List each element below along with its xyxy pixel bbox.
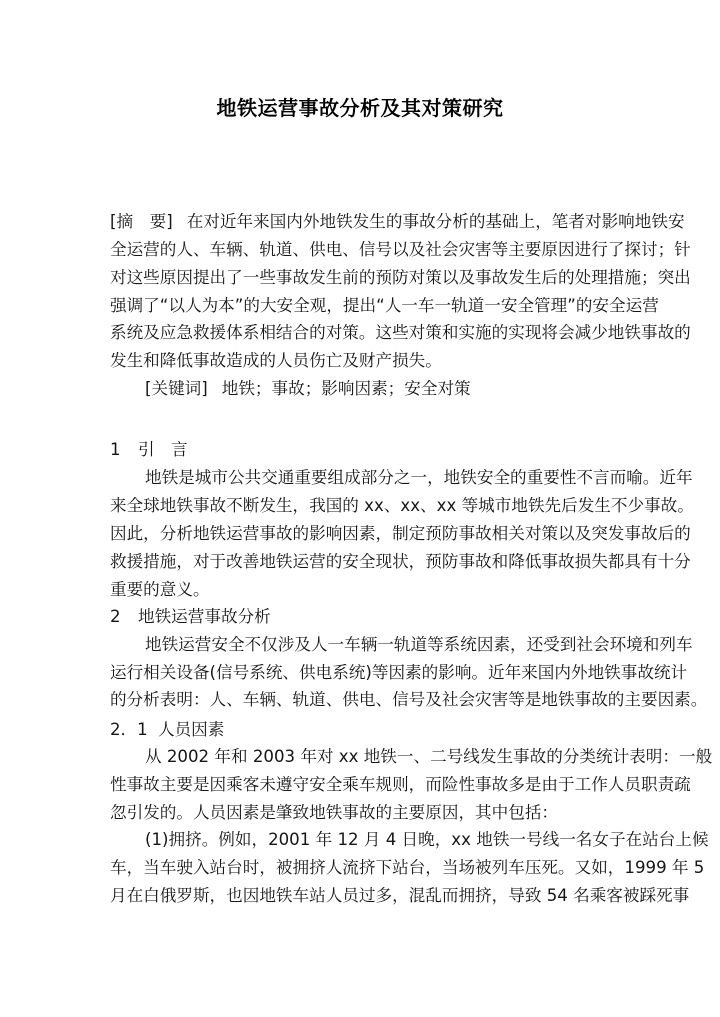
keywords-text: 地铁；事故；影响因素；安全对策 (221, 379, 471, 398)
section-title: 地铁运营事故分析 (138, 607, 271, 626)
abstract-line-1 (110, 212, 685, 232)
section-2-line-2: 运行相关设备(信号系统、供电系统)等因素的影响。近年来国内外地铁事故统计 (110, 663, 688, 682)
abstract-line-6: 发生和降低事故造成的人员伤亡及财产损失。 (110, 351, 442, 370)
section-2-1-line-2: 性事故主要是因乘客未遵守安全乘车规则，而险性事故多是由于工作人员职责疏 (110, 775, 691, 794)
abstract-line-4: 强调了“以人为本”的大安全观，提出“人一车一轨道一安全管理”的安全运营 (110, 296, 659, 315)
section-1-line-2: 来全球地铁事故不断发生，我国的 xx、xx、xx 等城市地铁先后发生不少事故。 (110, 496, 694, 515)
section-1-line-3: 因此，分析地铁运营事故的影响因素，制定预防事故相关对策以及突发事故后的 (110, 524, 691, 543)
section-1-heading (110, 440, 612, 460)
item-1-line-3: 月在白俄罗斯，也因地铁车站人员过多，混乱而拥挤，导致 54 名乘客被踩死事 (110, 886, 690, 905)
section-1-line-1: 地铁是城市公共交通重要组成部分之一，地铁安全的重要性不言而喻。近年 (145, 468, 693, 487)
section-2-1-line-1: 从 2002 年和 2003 年对 xx 地铁一、二号线发生事故的分类统计表明：一般 (145, 747, 713, 766)
section-2-line-3: 的分析表明：人、车辆、轨道、供电、信号及社会灾害等是地铁事故的主要因素。 (110, 690, 708, 709)
section-2-1-heading (110, 720, 612, 740)
section-title: 人员因素 (158, 720, 225, 739)
abstract-line-2: 全运营的人、车辆、轨道、供电、信号以及社会灾害等主要原因进行了探讨；针 (110, 240, 691, 259)
section-number: 1 (110, 440, 121, 459)
item-1-line-2: 车，当车驶入站台时，被拥挤人流挤下站台，当场被列车压死。又如，1999 年 5 (110, 858, 705, 877)
section-number: 2．1 (110, 720, 148, 739)
item-1-line-1: (1)拥挤。例如，2001 年 12 月 4 日晚，xx 地铁一号线一名女子在站台上候 (145, 830, 709, 849)
section-number: 2 (110, 607, 121, 626)
section-1-line-5: 重要的意义。 (110, 580, 210, 599)
section-2-line-1: 地铁运营安全不仅涉及人一车辆一轨道等系统因素，还受到社会环境和列车 (145, 635, 693, 654)
document-title: 地铁运营事故分析及其对策研究 (216, 96, 504, 120)
abstract-line-5: 系统及应急救援体系相结合的对策。这些对策和实施的实现将会减少地铁事故的 (110, 323, 691, 342)
abstract-text: 在对近年来国内外地铁发生的事故分析的基础上，笔者对影响地铁安 (186, 212, 685, 231)
section-2-heading (110, 607, 612, 627)
keywords-line (145, 379, 612, 399)
keywords-label: [关键词] (145, 379, 208, 398)
section-1-line-4: 救援措施，对于改善地铁运营的安全现状，预防事故和降低事故损失都具有十分 (110, 552, 691, 571)
section-2-1-line-3: 忽引发的。人员因素是肇致地铁事故的主要原因，其中包括： (110, 803, 559, 822)
abstract-label: [摘 要] (110, 212, 173, 231)
abstract-line-3: 对这些原因提出了一些事故发生前的预防对策以及事故发生后的处理措施；突出 (110, 268, 691, 287)
section-title: 引 言 (138, 440, 188, 459)
